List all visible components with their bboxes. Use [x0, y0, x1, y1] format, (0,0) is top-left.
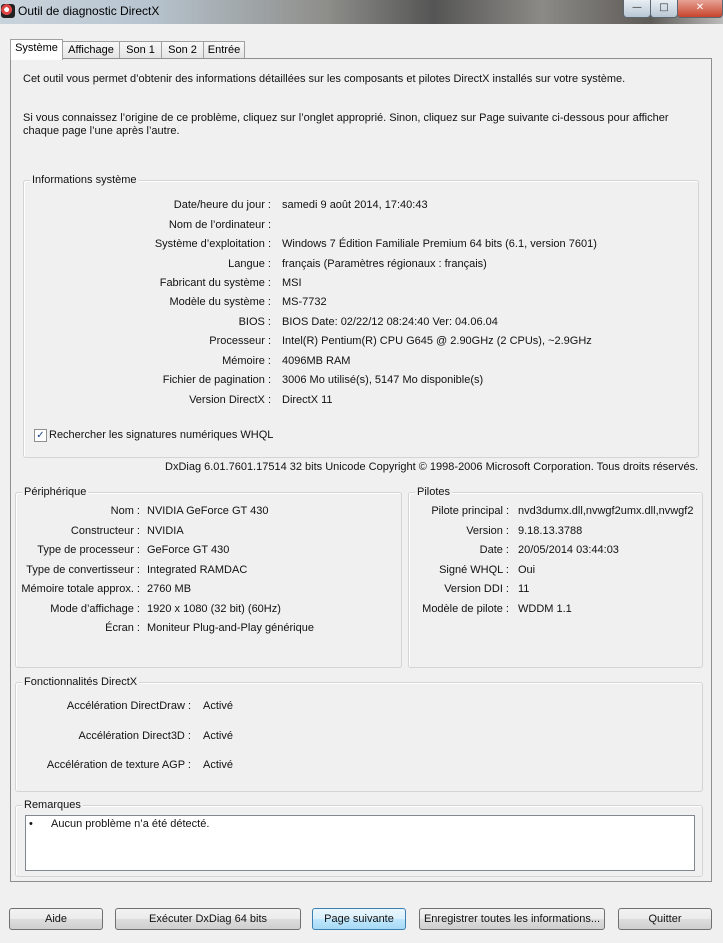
info-value: samedi 9 août 2014, 17:40:43 — [282, 199, 428, 211]
next-page-button[interactable]: Page suivante — [312, 908, 406, 930]
feature-value: Activé — [203, 759, 233, 771]
dxdiag-app-icon — [1, 4, 15, 18]
device-label: Écran : — [105, 622, 140, 634]
driver-value: 11 — [518, 583, 530, 595]
device-value: 2760 MB — [147, 583, 192, 595]
feature-value: Activé — [203, 730, 233, 742]
info-label: Modèle du système : — [169, 296, 271, 308]
checkmark-icon: ✓ — [36, 430, 45, 441]
tab-label: Son 2 — [168, 44, 197, 56]
info-label: Système d’exploitation : — [154, 238, 271, 250]
info-label: Date/heure du jour : — [173, 199, 271, 211]
minimize-button[interactable] — [623, 0, 651, 18]
help-button[interactable]: Aide — [9, 908, 103, 930]
tab-systeme[interactable] — [10, 39, 63, 60]
drivers-group — [408, 486, 703, 668]
driver-label: Pilote principal : — [431, 505, 509, 517]
driver-label: Version DDI : — [444, 583, 509, 595]
run-64bit-button[interactable]: Exécuter DxDiag 64 bits — [115, 908, 301, 930]
info-label: BIOS : — [238, 316, 271, 328]
group-title: Périphérique — [24, 486, 87, 498]
tab-label: Entrée — [207, 44, 241, 56]
notes-item: Aucun problème n’a été détecté. — [51, 818, 210, 830]
instructions-text: Si vous connaissez l’origine de ce problème, cliquez sur l’onglet approprié. Sinon, cliquez sur Page suivante ci-dessous pour afficher chaque page l’une après l’autre. — [23, 112, 669, 137]
whql-checkbox-label[interactable]: Rechercher les signatures numériques WHQL — [49, 429, 274, 441]
feature-label: Accélération DirectDraw : — [66, 700, 191, 712]
device-group — [15, 486, 402, 668]
device-value: GeForce GT 430 — [147, 544, 230, 556]
whql-checkbox[interactable] — [34, 429, 47, 442]
tab-affichage[interactable] — [62, 41, 120, 59]
info-label: Langue : — [228, 258, 271, 270]
device-value: Moniteur Plug-and-Play générique — [147, 622, 314, 634]
info-label: Mémoire : — [222, 355, 271, 367]
intro-text: Cet outil vous permet d’obtenir des informations détaillées sur les composants et pilotes DirectX installés sur votre système. — [23, 73, 626, 85]
info-value: Intel(R) Pentium(R) CPU G645 @ 2.90GHz (2 CPUs), ~2.9GHz — [282, 335, 592, 347]
device-value: NVIDIA — [147, 525, 184, 537]
driver-label: Signé WHQL : — [439, 564, 509, 576]
driver-label: Version : — [466, 525, 509, 537]
driver-label: Date : — [479, 544, 509, 556]
device-label: Mémoire totale approx. : — [21, 583, 140, 595]
bullet-icon: • — [29, 818, 33, 830]
info-value: Windows 7 Édition Familiale Premium 64 bits (6.1, version 7601) — [282, 238, 597, 250]
device-label: Mode d’affichage : — [50, 603, 140, 615]
title-bar[interactable] — [0, 0, 723, 24]
info-label: Version DirectX : — [189, 394, 271, 406]
info-label: Nom de l’ordinateur : — [168, 219, 271, 231]
info-label: Processeur : — [209, 335, 271, 347]
tab-label: Son 1 — [126, 44, 155, 56]
maximize-button[interactable] — [650, 0, 678, 18]
info-label: Fabricant du système : — [159, 277, 271, 289]
device-label: Type de processeur : — [37, 544, 140, 556]
device-value: Integrated RAMDAC — [147, 564, 248, 576]
device-label: Nom : — [110, 505, 140, 517]
driver-value: 20/05/2014 03:44:03 — [518, 544, 619, 556]
close-button[interactable] — [677, 0, 723, 18]
copyright-text: DxDiag 6.01.7601.17514 32 bits Unicode Copyright © 1998-2006 Microsoft Corporation. Tous droits réservés. — [165, 461, 699, 473]
group-title: Remarques — [24, 799, 81, 811]
system-tab-panel — [10, 58, 712, 882]
group-title: Fonctionnalités DirectX — [24, 676, 138, 688]
device-value: NVIDIA GeForce GT 430 — [147, 505, 269, 517]
device-label: Type de convertisseur : — [26, 564, 140, 576]
close-icon: ✕ — [695, 2, 705, 13]
feature-label: Accélération de texture AGP : — [46, 759, 191, 771]
info-value: MSI — [282, 277, 302, 289]
exit-button[interactable]: Quitter — [618, 908, 712, 930]
info-value: MS-7732 — [282, 296, 327, 308]
group-title: Pilotes — [417, 486, 451, 498]
info-value: 3006 Mo utilisé(s), 5147 Mo disponible(s) — [282, 374, 484, 386]
feature-value: Activé — [203, 700, 233, 712]
feature-label: Accélération Direct3D : — [78, 730, 191, 742]
notes-textbox[interactable] — [25, 815, 695, 871]
info-value: français (Paramètres régionaux : français) — [282, 258, 487, 270]
driver-label: Modèle de pilote : — [422, 603, 509, 615]
tab-entree[interactable] — [203, 41, 245, 59]
minimize-icon: — — [632, 2, 642, 13]
info-value: DirectX 11 — [282, 394, 333, 406]
save-all-info-button[interactable]: Enregistrer toutes les informations... — [419, 908, 605, 930]
info-value: 4096MB RAM — [282, 355, 351, 367]
group-title: Informations système — [32, 174, 137, 186]
device-value: 1920 x 1080 (32 bit) (60Hz) — [147, 603, 281, 615]
driver-value: Oui — [518, 564, 536, 576]
info-label: Fichier de pagination : — [162, 374, 271, 386]
maximize-icon: □ — [659, 2, 669, 13]
tab-label: Système — [15, 42, 58, 54]
tab-son-1[interactable] — [119, 41, 162, 59]
driver-value: WDDM 1.1 — [518, 603, 572, 615]
device-label: Constructeur : — [70, 525, 140, 537]
window-title: Outil de diagnostic DirectX — [18, 4, 160, 18]
tab-son-2[interactable] — [161, 41, 204, 59]
driver-value: nvd3dumx.dll,nvwgf2umx.dll,nvwgf2 — [518, 505, 694, 517]
driver-value: 9.18.13.3788 — [518, 525, 583, 537]
info-value: BIOS Date: 02/22/12 08:24:40 Ver: 04.06.04 — [282, 316, 498, 328]
tab-label: Affichage — [68, 44, 114, 56]
